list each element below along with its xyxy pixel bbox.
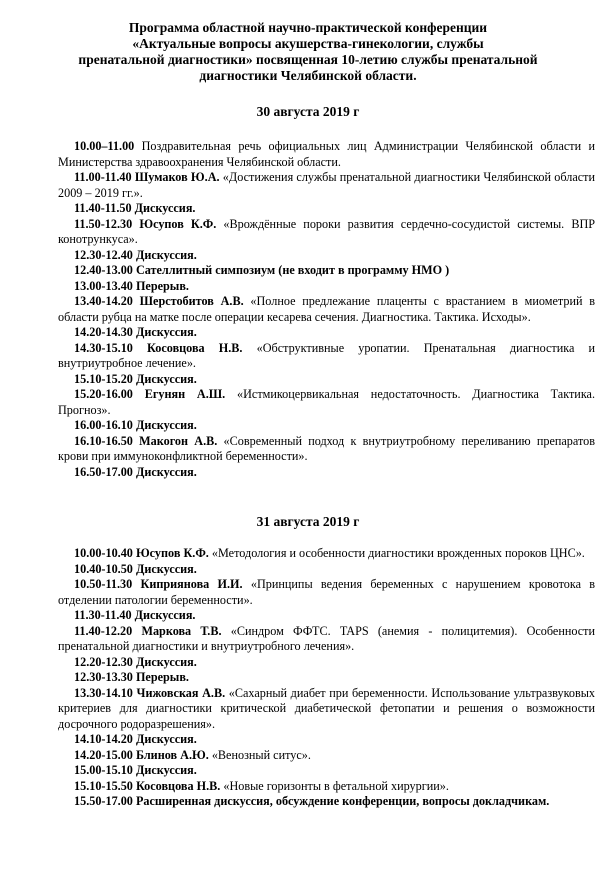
schedule-entry (58, 608, 595, 624)
title-line: диагностики Челябинской области. (199, 68, 417, 83)
entry-speaker: Шумаков Ю.А. (134, 170, 220, 184)
entry-topic: Поздравительная речь официальных лиц Администрации Челябинской области и Министерства здравоохранения Челябинской области. (58, 139, 595, 169)
entry-topic: «Врождённые пороки развития сердечно-сосудистой системы. ВПР конотрункуса». (58, 216, 596, 246)
entry-time: 16.10-16.50 (74, 433, 133, 448)
title-line: Программа областной научно-практической конференции (128, 20, 488, 35)
entry-time: 14.10-14.20 (74, 732, 133, 746)
entry-time: 16.50-17.00 (74, 464, 133, 479)
day2-date: 31 августа 2019 г (256, 514, 360, 529)
entry-speaker: Шерстобитов А.В. (139, 294, 244, 308)
entry-topic: «Сахарный диабет при беременности. Использование ультразвуковых критериев для диагностики критической диабетической фетопатии и решения о возможности досрочного родоразрешения». (58, 685, 596, 731)
schedule-entry (58, 248, 595, 264)
entry-speaker: Перерыв. (135, 278, 189, 293)
day1-date: 30 августа 2019 г (256, 104, 360, 119)
schedule-entry (58, 139, 595, 170)
entry-topic: «Истмикоцервикальная недостаточность. Диагностика Тактика. Прогноз». (58, 387, 596, 417)
entry-speaker: Киприянова И.И. (140, 577, 243, 591)
schedule-entry (58, 201, 595, 217)
entry-topic: «Синдром ФФТС. TAPS (анемия - полицитемия). Особенности пренатальной диагностики и внутриутробного лечения». (58, 623, 596, 653)
entry-time: 15.10-15.20 (74, 371, 133, 386)
schedule-entry (58, 263, 595, 279)
schedule-entry (58, 686, 595, 733)
schedule-entry (58, 279, 595, 295)
entry-speaker: Дискуссия. (135, 371, 197, 386)
schedule-entry (58, 546, 595, 562)
entry-speaker: Сателлитный симпозиум (не входит в программу НМО ) (135, 263, 450, 277)
entry-time: 13.00-13.40 (74, 278, 133, 293)
schedule-entry (58, 624, 595, 655)
entry-speaker: Макогон А.В. (139, 433, 218, 448)
entry-topic: «Методология и особенности диагностики врожденных пороков ЦНС». (211, 546, 585, 560)
day2-schedule (58, 546, 595, 810)
entry-speaker: Егунян А.Ш. (144, 387, 226, 401)
schedule-entry (58, 577, 595, 608)
schedule-entry (58, 794, 595, 810)
schedule-entry (58, 670, 595, 686)
document-title (60, 20, 556, 84)
entry-topic: «Венозный ситус». (211, 747, 311, 762)
entry-time: 11.40-12.20 (74, 623, 133, 638)
schedule-entry (58, 732, 595, 748)
entry-topic: «Современный подход к внутриутробному переливанию препаратов крови при иммуноконфликтной беременности». (58, 433, 596, 463)
schedule-entry (58, 655, 595, 671)
entry-speaker: Дискуссия. (135, 247, 197, 262)
entry-time: 15.20-16.00 (74, 387, 133, 401)
entry-time: 13.40-14.20 (74, 294, 133, 308)
entry-time: 16.00-16.10 (74, 418, 133, 432)
entry-speaker: Дискуссия. (135, 464, 197, 479)
entry-topic: «Достижения службы пренатальной диагностики Челябинской области 2009 – 2019 гг.». (58, 170, 595, 200)
entry-time: 12.30-12.40 (74, 247, 133, 262)
entry-time: 11.40-11.50 (74, 201, 132, 215)
entry-time: 14.20-15.00 (74, 747, 133, 762)
day1-schedule (58, 139, 595, 480)
schedule-entry (58, 562, 595, 578)
entry-time: 14.20-14.30 (74, 325, 133, 339)
schedule-entry (58, 341, 595, 372)
entry-time: 13.30-14.10 (74, 685, 133, 700)
entry-speaker: Маркова Т.В. (141, 623, 222, 638)
entry-speaker: Косовцова Н.В. (147, 340, 243, 355)
entry-time: 10.00-10.40 (74, 546, 133, 560)
entry-time: 12.30-13.30 (74, 670, 133, 684)
entry-time: 15.50-17.00 (74, 794, 133, 808)
entry-time: 12.40-13.00 (74, 263, 133, 277)
entry-time: 10.00–11.00 (74, 139, 135, 153)
entry-speaker: Дискуссия. (135, 561, 197, 576)
entry-speaker: Чижовская А.В. (136, 685, 226, 700)
entry-speaker: Дискуссия. (134, 608, 196, 622)
entry-time: 11.30-11.40 (74, 608, 132, 622)
entry-speaker: Юсупов К.Ф. (135, 546, 209, 560)
entry-topic: «Новые горизонты в фетальной хирургии». (223, 778, 449, 793)
entry-speaker: Дискуссия. (135, 418, 197, 432)
schedule-entry (58, 325, 595, 341)
schedule-entry (58, 372, 595, 388)
entry-time: 10.40-10.50 (74, 561, 133, 576)
entry-time: 15.00-15.10 (74, 763, 133, 777)
entry-speaker: Расширенная дискуссия, обсуждение конференции, вопросы докладчикам. (135, 794, 550, 808)
schedule-entry (58, 434, 595, 465)
schedule-entry (58, 779, 595, 795)
entry-time: 12.20-12.30 (74, 654, 133, 669)
entry-time: 14.30-15.10 (74, 340, 133, 355)
entry-speaker: Юсупов К.Ф. (139, 216, 217, 231)
entry-topic: «Полное предлежание плаценты с врастанием в миометрий в области рубца на матке после операции кесарева сечения. Диагностика. Тактика. Исходы». (58, 294, 596, 324)
entry-time: 15.10-15.50 (74, 778, 133, 793)
schedule-entry (58, 418, 595, 434)
schedule-entry (58, 170, 595, 201)
schedule-entry (58, 748, 595, 764)
entry-topic: «Обструктивные уропатии. Пренатальная диагностика и внутриутробное лечение». (58, 340, 596, 370)
schedule-entry (58, 763, 595, 779)
entry-speaker: Косовцова Н.В. (135, 778, 221, 793)
entry-speaker: Дискуссия. (134, 201, 196, 215)
entry-speaker: Дискуссия. (135, 763, 197, 777)
entry-time: 11.50-12.30 (74, 216, 133, 231)
entry-speaker: Дискуссия. (135, 732, 197, 746)
schedule-entry (58, 217, 595, 248)
entry-time: 10.50-11.30 (74, 577, 133, 591)
schedule-entry (58, 387, 595, 418)
title-line: пренатальной диагностики» посвященная 10-летию службы пренатальной (78, 52, 538, 67)
title-line: «Актуальные вопросы акушерства-гинекологии, службы (132, 36, 484, 51)
schedule-entry (58, 294, 595, 325)
entry-time: 11.00-11.40 (74, 170, 132, 184)
entry-topic: «Принципы ведения беременных с нарушением кровотока в отделении патологии беременности». (58, 577, 595, 607)
entry-speaker: Блинов А.Ю. (135, 747, 209, 762)
entry-speaker: Дискуссия. (135, 654, 197, 669)
entry-speaker: Дискуссия. (135, 325, 197, 339)
schedule-entry (58, 465, 595, 481)
entry-speaker: Перерыв. (135, 670, 189, 684)
